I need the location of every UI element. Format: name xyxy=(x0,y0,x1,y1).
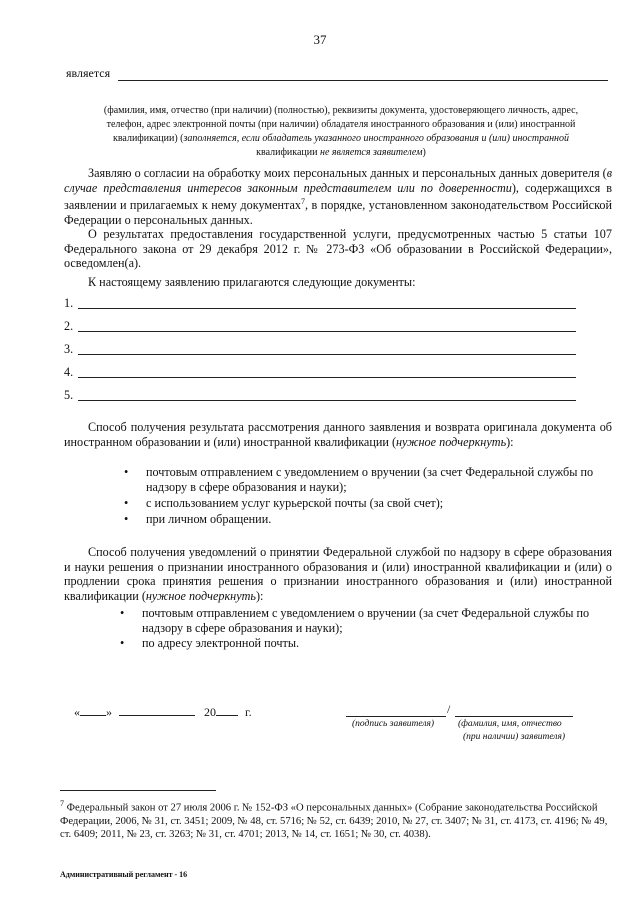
result-option-courier[interactable]: • с использованием услуг курьерской почты (за свой счет); xyxy=(124,496,444,510)
attachment-row-4[interactable]: 4. xyxy=(64,365,576,381)
name-caption-1: (фамилия, имя, отчество xyxy=(458,719,562,729)
result-option-post[interactable]: • почтовым отправлением с уведомлением о вручении (за счет Федеральной службы по надзору в сфере образования и науки); xyxy=(124,465,594,494)
person-desc-line3: квалификации) (заполняется, если обладатель указанного иностранного образования и (или) иностранной xyxy=(112,133,570,144)
footnote-divider xyxy=(60,790,216,791)
name-line[interactable] xyxy=(455,716,573,717)
attachment-row-1[interactable]: 1. xyxy=(64,296,576,312)
consent-paragraph: Заявляю о согласии на обработку моих персональных данных и персональных данных доверителя (в случае представления интересов законным представителем или по доверенности), содержащихся в заявлении и прилагаемых к нему документах$^7$, в порядке, установленном законодательством Российской Федерации о персональных данных. xyxy=(64,166,613,227)
is-label: является xyxy=(66,66,111,80)
person-desc-line4: квалификации не является заявителем) xyxy=(256,147,426,158)
year-field[interactable] xyxy=(216,704,238,716)
attachment-row-2[interactable]: 2. xyxy=(64,319,576,335)
notice-option-email[interactable]: • по адресу электронной почты. xyxy=(120,636,300,650)
footnote: $^7$ Федеральный закон от 27 июля 2006 г. № 152-ФЗ «О персональных данных» (Собрание законодательства Российской Федерации, 2006, № 31, ст. 3451; 2009, № 48, ст. 5716; № 52, ст. 6439; 2010, № 27, ст. 3407; № 31, ст. 4173, ст. 4196; № 49, ст. 6409; 2011, № 23, ст. 3263; № 31, ст. 4701; 2013, № 14, ст. 1651; № 30, ст. 4038). xyxy=(60,799,608,840)
month-field[interactable] xyxy=(119,704,195,716)
signature-slash: / xyxy=(447,702,451,716)
page-footer: Административный регламент - 16 xyxy=(60,870,188,879)
person-desc-line1: (фамилия, имя, отчество (при наличии) (полностью), реквизиты документа, удостоверяющего личность, адрес, xyxy=(103,105,579,116)
result-method-intro: Способ получения результата рассмотрения данного заявления и возврата оригинала документа об иностранном образовании и (или) иностранной квалификации (нужное подчеркнуть): xyxy=(64,420,612,449)
name-caption-2: (при наличии) заявителя) xyxy=(463,732,566,742)
is-fill-line xyxy=(118,80,608,81)
results-awareness-paragraph: О результатах предоставления государственной услуги, предусмотренных частью 5 статьи 107 Федерального закона от 29 декабря 2012 г. № 273-ФЗ «Об образовании в Российской Федерации», осведомлен(а). xyxy=(64,227,612,270)
signature-line[interactable] xyxy=(346,716,446,717)
notice-method-intro: Способ получения уведомлений о принятии Федеральной службой по надзору в сфере образования и науки решения о признании иностранного образования и (или) иностранной квалификации и (или) о продлении срока принятия решения о признании иностранного образования и (или) иностранной квалификации (нужное подчеркнуть): xyxy=(64,545,612,603)
attachment-row-5[interactable]: 5. xyxy=(64,388,576,404)
signature-caption: (подпись заявителя) xyxy=(352,719,435,729)
notice-option-post[interactable]: • почтовым отправлением с уведомлением о вручении (за счет Федеральной службы по надзору в сфере образования и науки); xyxy=(120,606,590,635)
attachments-intro: К настоящему заявлению прилагаются следующие документы: xyxy=(88,275,416,289)
person-desc-line2: телефон, адрес электронной почты (при наличии) обладателя иностранного образования и (или) иностранной xyxy=(106,119,576,130)
attachment-row-3[interactable]: 3. xyxy=(64,342,576,358)
page-number: 37 xyxy=(313,32,327,47)
day-field[interactable] xyxy=(80,704,106,716)
person-description xyxy=(76,104,606,160)
date-fields[interactable]: « » 20 г. xyxy=(74,705,252,719)
result-option-in-person[interactable]: • при личном обращении. xyxy=(124,512,272,526)
